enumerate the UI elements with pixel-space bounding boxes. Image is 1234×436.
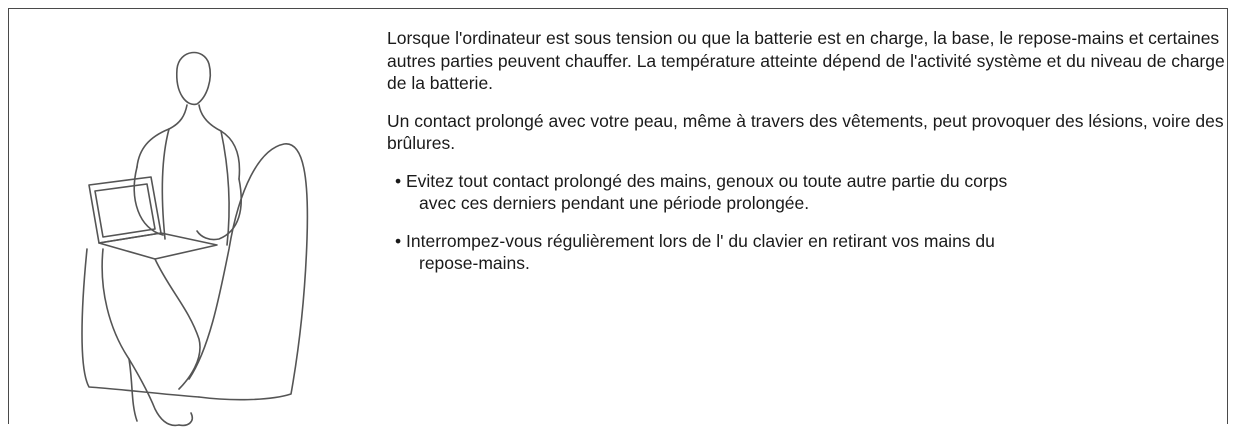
- person-with-laptop-on-lap-icon: [69, 49, 309, 431]
- bullet-text-rest: avec ces derniers pendant une période prolongée.: [419, 193, 810, 213]
- paragraph-skin-contact: Un contact prolongé avec votre peau, même à travers des vêtements, peut provoquer des lésions, voire des brûlures.: [387, 110, 1224, 153]
- paragraph-heat-warning: Lorsque l'ordinateur est sous tension ou que la batterie est en charge, la base, le repose-mains et certaines autres parties peuvent chauffer. La température atteinte dépend de l'activité système et du niveau de charge de la batterie.: [387, 28, 1225, 93]
- warning-panel: [8, 8, 1228, 424]
- list-item: [387, 230, 1227, 275]
- bullet-text-line1: Evitez tout contact prolongé des mains, genoux ou toute autre partie du corps: [406, 170, 1008, 191]
- bullet-marker: •: [395, 170, 402, 191]
- list-item: [387, 170, 1227, 215]
- bullet-text-rest: repose-mains.: [419, 253, 530, 273]
- bullet-marker: •: [395, 230, 402, 251]
- bullet-text-line1: Interrompez-vous régulièrement lors de l' du clavier en retirant vos mains du: [406, 230, 995, 251]
- bullet-list: [387, 170, 1227, 275]
- warning-text: [387, 27, 1227, 290]
